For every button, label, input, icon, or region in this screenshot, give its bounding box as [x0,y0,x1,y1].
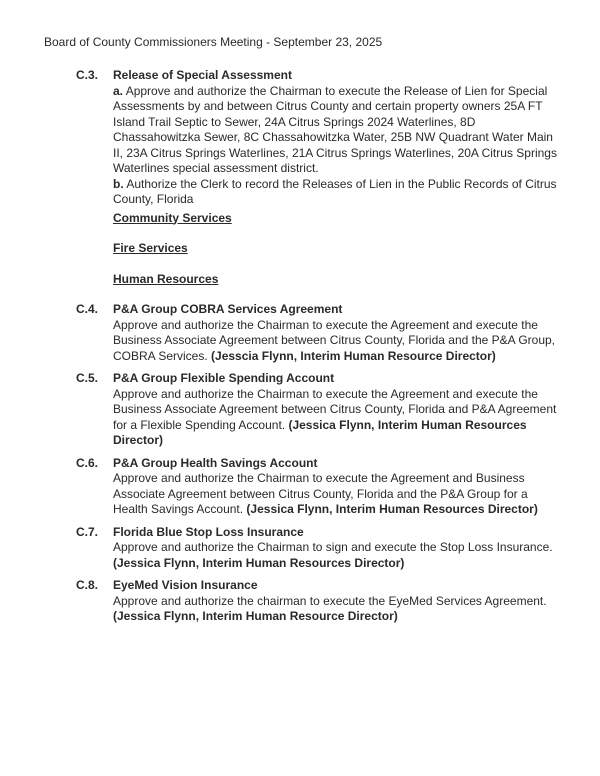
paragraph-lead: a. [113,83,124,98]
item-content [113,525,558,572]
paragraph-lead: b. [113,176,124,191]
item-title: EyeMed Vision Insurance [113,578,258,592]
agenda-item-c8 [76,578,558,625]
item-attribution: (Jessica Flynn, Interim Human Resources Director) [246,502,538,516]
item-content [113,371,558,449]
agenda-item-c3 [76,68,558,208]
item-attribution: (Jessica Flynn, Interim Human Resources Director) [113,417,527,447]
item-paragraph [113,540,558,571]
section-heading-community-services [113,211,558,227]
item-paragraph [113,387,558,449]
item-title: Florida Blue Stop Loss Insurance [113,524,304,539]
section-heading-fire-services [113,241,558,257]
item-paragraph [113,471,558,518]
section-label: Fire Services [113,241,188,255]
agenda-item-c7 [76,525,558,572]
item-attribution: (Jessica Flynn, Interim Human Resources Director) [113,555,405,570]
section-label: Community Services [113,210,232,225]
item-content [113,456,558,518]
item-number: C.5. [76,371,99,385]
agenda-item-c6 [76,456,558,518]
agenda-item-c4 [76,302,558,364]
item-attribution: (Jessica Flynn, Interim Human Resource Director) [113,609,398,623]
item-number: C.3. [76,68,99,82]
paragraph-text: Approve and authorize the chairman to execute the EyeMed Services Agreement. [113,593,547,608]
paragraph-text: Authorize the Clerk to record the Releases of Lien in the Public Records of Citrus County, Florida [113,176,557,206]
item-paragraph [113,84,558,177]
item-paragraph [113,594,558,625]
paragraph-text: Approve and authorize the Chairman to sign and execute the Stop Loss Insurance. [113,540,553,554]
item-content [113,68,558,208]
item-paragraph [113,177,558,208]
item-title: P&A Group COBRA Services Agreement [113,302,343,316]
item-content [113,578,558,625]
agenda-item-c5 [76,371,558,449]
paragraph-text: Approve and authorize the Chairman to execute the Agreement and execute the Business Associate Agreement between Citrus County, Florida and the P&A Group, COBRA Services. [113,317,556,363]
item-number: C.8. [76,578,99,592]
document-title: Board of County Commissioners Meeting - September 23, 2025 [44,35,383,49]
paragraph-text: Approve and authorize the Chairman to execute the Agreement and Business Associate Agreement between Citrus County, Florida and the P&A Group for a Health Savings Account. [113,471,528,516]
item-title: P&A Group Flexible Spending Account [113,371,335,385]
paragraph-text: Approve and authorize the Chairman to execute the Release of Lien for Special Assessments by and between Citrus County and certain property owners 25A FT Island Trail Septic to Sewer, 24A Citrus Springs 2024 Waterlines, 8D Chassahowitzka Sewer, 8C Chassahowitzka Water, 25B NW Quadrant Water Main II, 23A Citrus Springs Waterlines, 21A Citrus Springs Waterlines, 20A Citrus Springs Waterlines special assessment district. [113,83,557,175]
item-number: C.4. [76,302,99,316]
section-heading-human-resources [113,272,558,288]
paragraph-text: Approve and authorize the Chairman to execute the Agreement and execute the Business Associate Agreement between Citrus County, Florida and P&A Agreement for a Flexible Spending Account. [113,386,557,432]
item-content [113,302,558,364]
item-number: C.6. [76,455,99,470]
item-title: P&A Group Health Savings Account [113,455,318,470]
item-number: C.7. [76,524,99,539]
item-title: Release of Special Assessment [113,68,292,82]
item-attribution: (Jesscia Flynn, Interim Human Resource Director) [211,348,496,363]
section-label: Human Resources [113,271,219,286]
agenda-body [76,68,558,625]
item-paragraph [113,318,558,365]
